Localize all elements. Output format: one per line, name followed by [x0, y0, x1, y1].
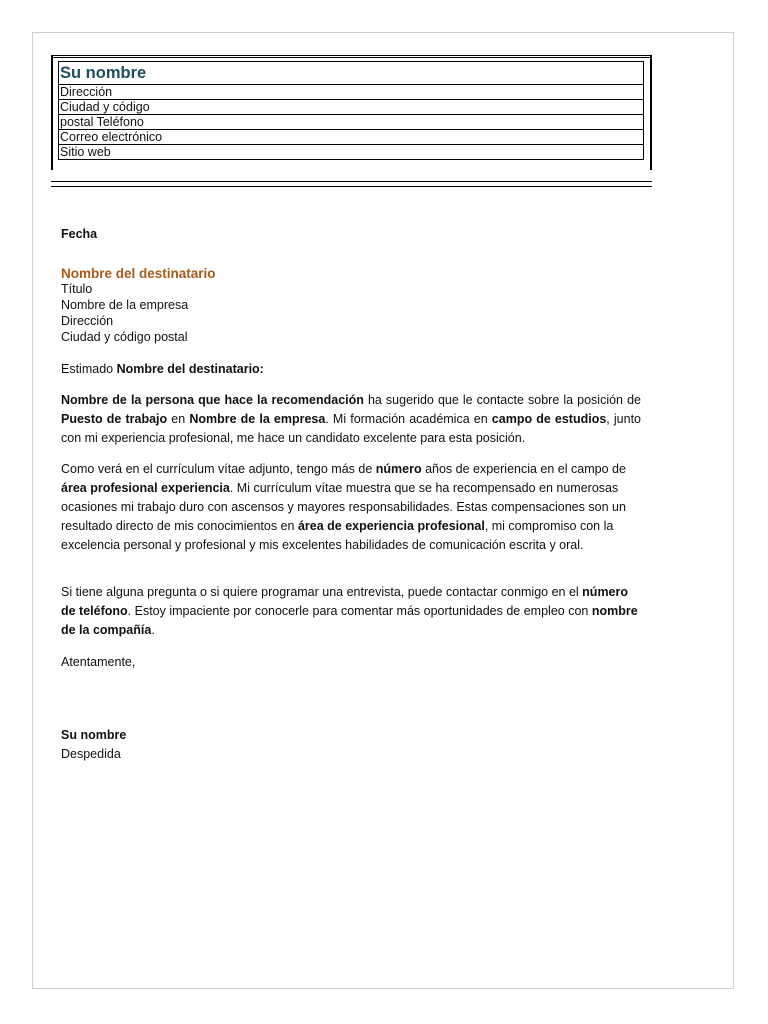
signature-name: Su nombre	[61, 728, 127, 742]
salutation-name: Nombre del destinatario:	[116, 362, 264, 376]
recipient-address: Dirección	[61, 314, 114, 328]
sender-address: Dirección	[59, 85, 644, 100]
p2-text-a: Como verá en el currículum vítae adjunto, tengo más de	[61, 462, 376, 476]
closing: Atentamente,	[61, 655, 136, 669]
signature-farewell: Despedida	[61, 747, 121, 761]
letterhead-left-rule	[51, 55, 53, 170]
p1-referrer: Nombre de la persona que hace la recomendación	[61, 393, 364, 407]
paragraph-1	[61, 391, 641, 448]
sender-name: Su nombre	[59, 62, 644, 85]
p1-job-title: Puesto de trabajo	[61, 412, 168, 426]
letter-date: Fecha	[61, 227, 98, 241]
sender-city: Ciudad y código	[59, 100, 644, 115]
recipient-block	[61, 264, 641, 347]
recipient-city-postal: Ciudad y código postal	[61, 330, 188, 344]
p1-company: Nombre de la empresa	[189, 412, 326, 426]
p2-text-b: años de experiencia en el campo de	[421, 462, 626, 476]
letterhead-right-rule	[650, 55, 652, 170]
p1-field-of-study: campo de estudios	[491, 412, 607, 426]
letterhead	[51, 55, 652, 195]
p3-text-c: .	[151, 623, 155, 637]
p1-text-a: ha sugerido que le contacte sobre la posición de	[363, 393, 641, 407]
letterhead-top-rule	[51, 55, 652, 58]
p1-text-c: . Mi formación académica en	[325, 412, 492, 426]
salutation	[61, 360, 641, 379]
sender-email: Correo electrónico	[59, 130, 644, 145]
paragraph-2	[61, 460, 641, 555]
paragraph-3	[61, 583, 641, 640]
p3-company-name: nombre de la compañía	[61, 604, 638, 637]
recipient-title: Título	[61, 282, 93, 296]
p2-professional-area: área profesional experiencia	[61, 481, 230, 495]
signature-block	[61, 726, 641, 764]
p3-text-a: Si tiene alguna pregunta o si quiere programar una entrevista, puede contactar conmigo en el	[61, 585, 583, 599]
p1-text-b: en	[167, 412, 190, 426]
sender-website: Sitio web	[59, 145, 644, 160]
salutation-prefix: Estimado	[61, 362, 117, 376]
letterhead-bottom-rule	[51, 181, 652, 187]
p3-phone-number: número de teléfono	[61, 585, 629, 618]
sender-postal-phone: postal Teléfono	[59, 115, 644, 130]
p2-number: número	[375, 462, 422, 476]
p2-expertise-area: área de experiencia profesional	[297, 519, 485, 533]
p3-text-b: . Estoy impaciente por conocerle para comentar más oportunidades de empleo con	[127, 604, 592, 618]
p2-text-d: , mi compromiso con la excelencia personal y profesional y mis excelentes habilidades de comunicación escrita y oral.	[61, 519, 614, 552]
sender-info-table	[58, 61, 644, 160]
p1-text-d: , junto con mi experiencia profesional, me hace un candidato excelente para esta posición.	[61, 412, 641, 445]
p2-text-c: . Mi currículum vítae muestra que se ha recompensado en numerosas ocasiones mi trabajo duro con ascensos y mayores responsabilidades. Estas compensaciones son un resultado directo de mis conocimientos en	[61, 481, 626, 533]
recipient-name: Nombre del destinatario	[61, 266, 216, 281]
recipient-company: Nombre de la empresa	[61, 298, 189, 312]
